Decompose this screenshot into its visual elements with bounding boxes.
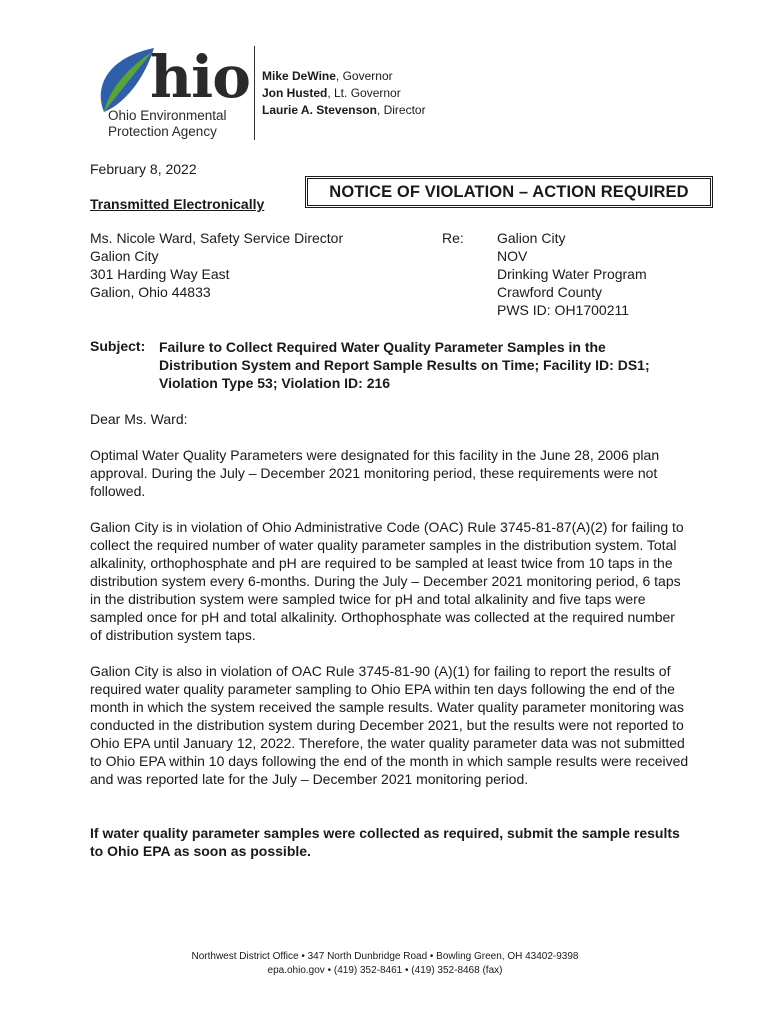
ohio-state-leaf-icon [98,44,158,116]
action-required-paragraph: If water quality parameter samples were collected as required, submit the sample results to Ohio EPA as soon as possible. [90,825,680,859]
body-paragraph-3: Galion City is also in violation of OAC Rule 3745-81-90 (A)(1) for failing to report the results of required water quality parameter sampling to Ohio EPA within ten days following the end of the month in which the system received the sample results. Water quality parameter monitoring was conducted in the distribution system during December 2021, but the results were not reported to Ohio EPA until January 12, 2022. Therefore, the water quality parameter data was not submitted to Ohio EPA within 10 days following the end of the month in which sample results were received and was reported late for the July – December 2021 monitoring period. [90,663,689,787]
agency-name-line1: Ohio Environmental [108,108,227,123]
recipient-line: 301 Harding Way East [90,266,230,282]
re-label: Re: [442,230,464,246]
recipient-line: Galion, Ohio 44833 [90,284,211,300]
footer [0,950,770,978]
re-line: Drinking Water Program [497,266,647,282]
notice-title: NOTICE OF VIOLATION – ACTION REQUIRED [329,182,689,201]
re-line: Galion City [497,230,566,246]
body-paragraph-1: Optimal Water Quality Parameters were designated for this facility in the June 28, 2006 plan approval. During the July – December 2021 monitoring period, these requirements were not followed. [90,447,660,499]
letterhead-divider [254,46,255,140]
salutation: Dear Ms. Ward: [90,411,188,427]
footer-address: Northwest District Office • 347 North Dunbridge Road • Bowling Green, OH 43402-9398 [191,951,579,962]
agency-name [108,108,258,140]
ohio-epa-logo [98,44,248,140]
official-director: Laurie A. Stevenson, Director [262,103,426,117]
agency-name-line2: Protection Agency [108,124,217,139]
subject-label: Subject: [90,338,146,354]
re-line: PWS ID: OH1700211 [497,302,630,318]
recipient-line: Galion City [90,248,159,264]
recipient-line: Ms. Nicole Ward, Safety Service Director [90,230,344,246]
official-governor: Mike DeWine, Governor [262,69,393,83]
notice-title-box [305,176,713,208]
transmitted-electronically: Transmitted Electronically [90,196,265,212]
officials-list [262,68,426,119]
subject-text: Failure to Collect Required Water Quality Parameter Samples in the Distribution System and Report Sample Results on Time; Facility ID: DS1; Violation Type 53; Violation ID: 216 [159,339,650,391]
footer-contact: epa.ohio.gov • (419) 352-8461 • (419) 352-8468 (fax) [267,965,503,976]
re-line: NOV [497,248,528,264]
re-lines [497,229,647,319]
recipient-address [90,229,343,301]
body-paragraph-2: Galion City is in violation of Ohio Administrative Code (OAC) Rule 3745-81-87(A)(2) for failing to collect the required number of water quality parameter samples in the distribution system. Total alkalinity, orthophosphate and pH are required to be sampled at least twice from 10 taps in the distribution system every 6-months. During the July – December 2021 monitoring period, 6 taps in the distribution system were sampled twice for pH and total alkalinity and five taps were sampled once for pH and total alkalinity. Orthophosphate was collected at the required number of distribution system taps. [90,519,684,643]
re-line: Crawford County [497,284,603,300]
official-lt-governor: Jon Husted, Lt. Governor [262,86,401,100]
logo-wordmark: hio [150,43,250,111]
letter-date: February 8, 2022 [90,161,197,177]
